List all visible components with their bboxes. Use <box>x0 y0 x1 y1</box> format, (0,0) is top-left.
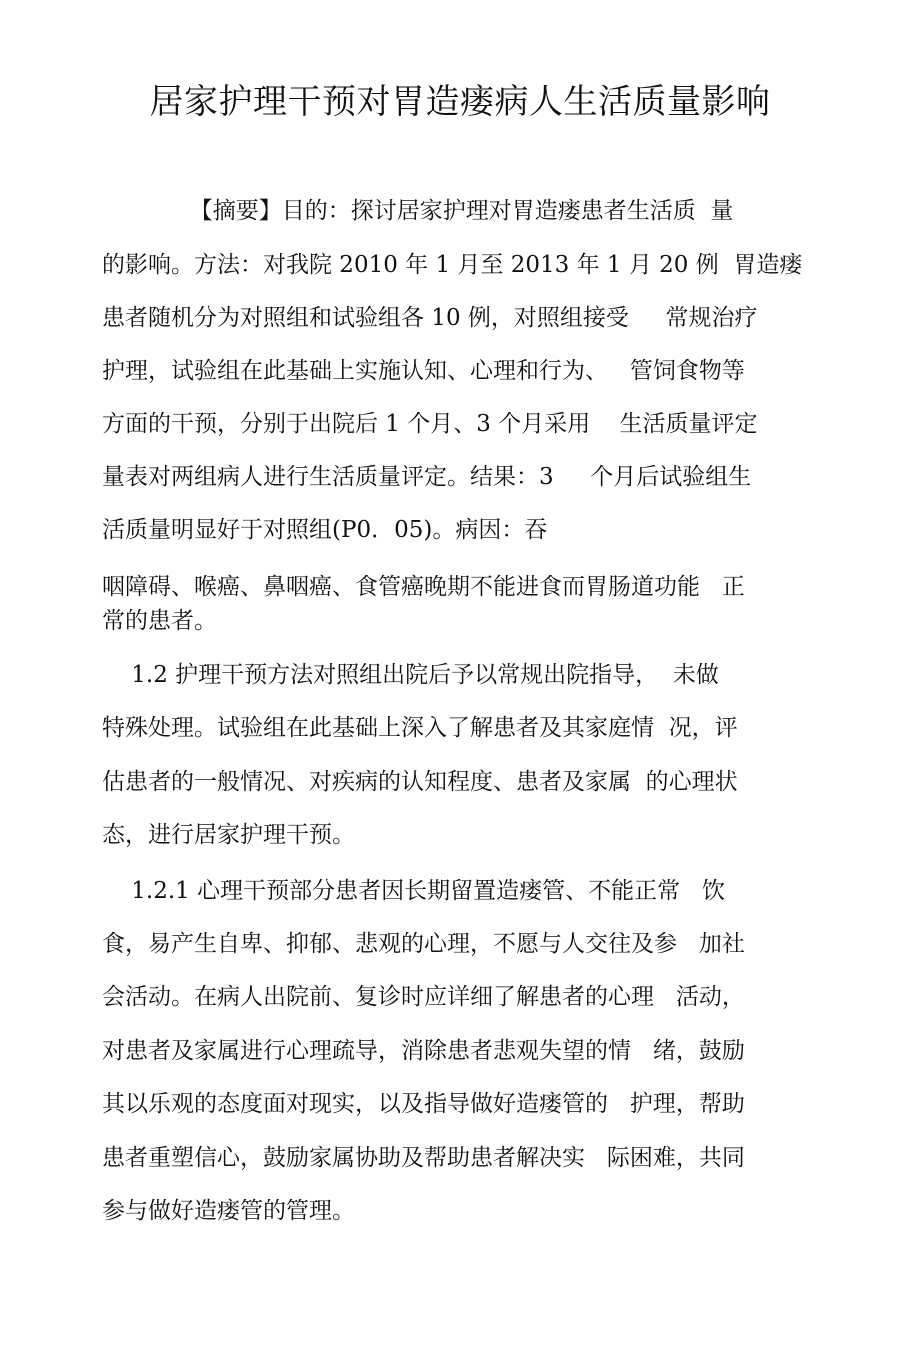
abstract-line: 患者随机分为对照组和试验组各 10 例，对照组接受 常规治疗 <box>102 305 758 331</box>
abstract-line: 方面的干预，分别于出院后 1 个月、3 个月采用 生活质量评定 <box>102 411 758 437</box>
section-1-2-1-line: 参与做好造瘘管的管理。 <box>102 1198 355 1224</box>
section-1-2-line: 特殊处理。试验组在此基础上深入了解患者及其家庭情 况，评 <box>102 715 738 741</box>
section-1-2-1-line: 1.2.1 心理干预部分患者因长期留置造瘘管、不能正常 饮 <box>102 878 726 904</box>
section-1-2-1-line: 其以乐观的态度面对现实，以及指导做好造瘘管的 护理，帮助 <box>102 1091 745 1117</box>
section-1-2-1-line: 对患者及家属进行心理疏导，消除患者悲观失望的情 绪，鼓励 <box>102 1038 745 1064</box>
section-1-2-1-line: 食，易产生自卑、抑郁、悲观的心理，不愿与人交往及参 加社 <box>102 931 745 957</box>
abstract-line: 【摘要】目的：探讨居家护理对胃造瘘患者生活质 量 <box>102 198 734 224</box>
section-1-2-line: 1.2 护理干预方法对照组出院后予以常规出院指导， 未做 <box>102 662 719 688</box>
section-1-2-1-line: 患者重塑信心，鼓励家属协助及帮助患者解决实 际困难，共同 <box>102 1145 745 1171</box>
document-title: 居家护理干预对胃造瘘病人生活质量影响 <box>149 82 771 122</box>
abstract-line: 量表对两组病人进行生活质量评定。结果：3 个月后试验组生 <box>102 464 752 490</box>
section-1-2-line: 估患者的一般情况、对疾病的认知程度、患者及家属 的心理状 <box>102 769 738 795</box>
abstract-line: 护理，试验组在此基础上实施认知、心理和行为、 管饲食物等 <box>102 358 745 384</box>
etiology-line: 常的患者。 <box>102 608 217 634</box>
section-1-2-line: 态，进行居家护理干预。 <box>102 822 355 848</box>
etiology-line: 咽障碍、喉癌、鼻咽癌、食管癌晚期不能进食而胃肠道功能 正 <box>102 574 745 600</box>
abstract-line: 活质量明显好于对照组(P0．05)。病因：吞 <box>102 517 548 543</box>
section-1-2-1-line: 会活动。在病人出院前、复诊时应详细了解患者的心理 活动， <box>102 984 745 1010</box>
abstract-line: 的影响。方法：对我院 2010 年 1 月至 2013 年 1 月 20 例 胃造瘘 <box>102 252 803 278</box>
